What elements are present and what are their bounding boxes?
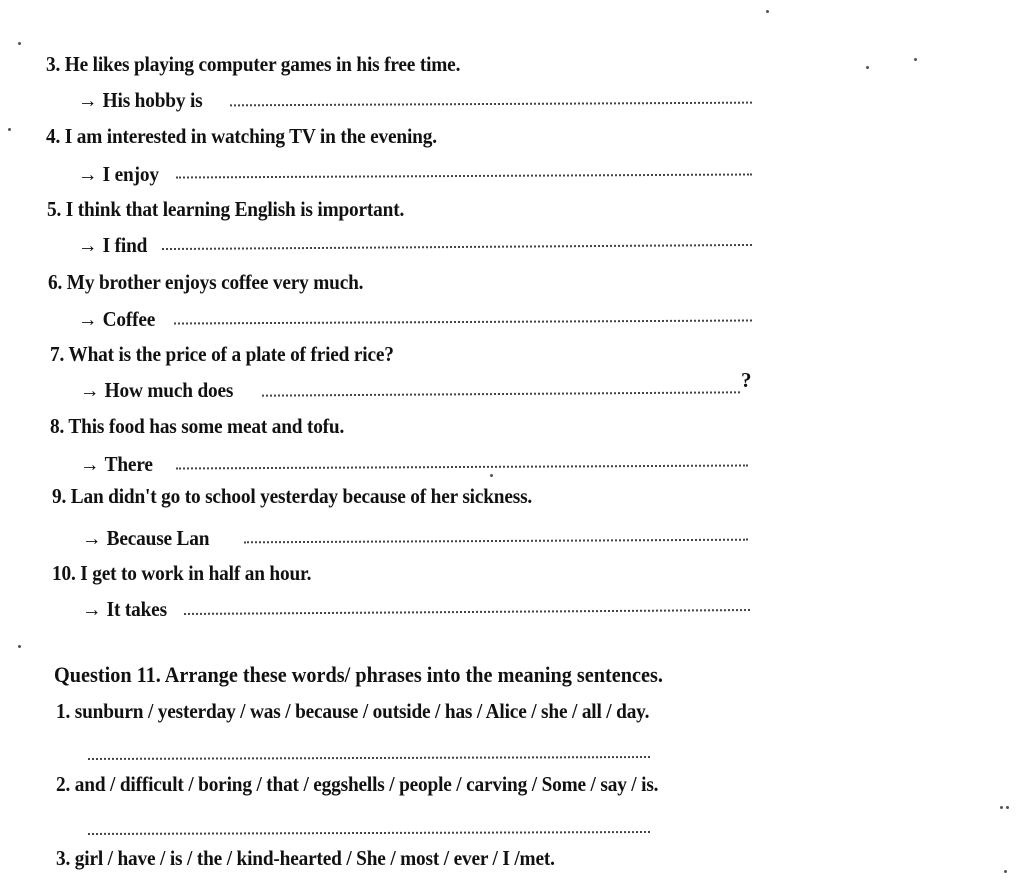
- arrow-icon: →: [78, 162, 98, 186]
- arrow-icon: →: [78, 233, 98, 257]
- word-list: and / difficult / boring / that / eggshells / people / carving / Some / say / is.: [74, 772, 659, 796]
- item-7-answer: [80, 378, 233, 403]
- item-9-answer: [82, 526, 209, 551]
- item-3-sentence: [46, 52, 460, 77]
- scan-speck: [766, 10, 769, 13]
- answer-blank[interactable]: [174, 319, 752, 324]
- item-10-sentence: [52, 561, 311, 586]
- item-4-sentence: [46, 124, 437, 149]
- item-number: 4.: [46, 124, 61, 148]
- answer-blank[interactable]: [230, 102, 752, 107]
- answer-blank[interactable]: [244, 539, 748, 544]
- item-sentence: He likes playing computer games in his free time.: [64, 52, 461, 76]
- answer-prompt: How much does: [104, 378, 234, 402]
- answer-blank[interactable]: [176, 465, 748, 470]
- scan-speck: [914, 58, 917, 61]
- answer-end-mark: ?: [741, 368, 752, 392]
- item-number: 7.: [50, 342, 65, 366]
- item-7-sentence: [50, 342, 394, 367]
- item-8-sentence: [50, 414, 344, 439]
- scan-speck: [1006, 806, 1009, 809]
- scan-speck: [1000, 806, 1003, 809]
- item-number: 8.: [50, 414, 65, 438]
- item-number: 3.: [56, 846, 71, 870]
- item-number: 10.: [52, 561, 76, 585]
- answer-blank[interactable]: [88, 756, 650, 760]
- item-6-answer: [78, 307, 155, 332]
- word-list: girl / have / is / the / kind-hearted / She / most / ever / I /met.: [74, 846, 555, 870]
- answer-prompt: I enjoy: [102, 162, 159, 186]
- q11-item-3: [56, 846, 555, 871]
- item-5-answer: [78, 233, 147, 258]
- arrow-icon: →: [80, 452, 100, 476]
- item-sentence: Lan didn't go to school yesterday because of her sickness.: [70, 484, 533, 508]
- item-8-answer: [80, 452, 153, 477]
- scan-speck: [490, 474, 493, 477]
- answer-blank[interactable]: [184, 609, 750, 615]
- item-5-sentence: [47, 197, 404, 222]
- item-sentence: I get to work in half an hour.: [80, 561, 312, 585]
- arrow-icon: →: [82, 526, 102, 550]
- scan-speck: [1004, 870, 1007, 873]
- answer-blank[interactable]: [262, 391, 740, 396]
- answer-prompt: His hobby is: [102, 88, 203, 112]
- arrow-icon: →: [78, 88, 98, 112]
- question-11-heading: Question 11. Arrange these words/ phrases into the meaning sentences.: [54, 662, 663, 687]
- answer-prompt: Coffee: [102, 307, 156, 331]
- answer-prompt: There: [104, 452, 153, 476]
- arrow-icon: →: [82, 597, 102, 621]
- answer-prompt: It takes: [106, 597, 167, 621]
- item-10-answer: [82, 597, 167, 622]
- word-list: sunburn / yesterday / was / because / outside / has / Alice / she / all / day.: [74, 699, 650, 723]
- answer-blank[interactable]: [88, 831, 650, 835]
- item-6-sentence: [48, 270, 363, 295]
- answer-prompt: I find: [102, 233, 148, 257]
- item-sentence: I am interested in watching TV in the evening.: [64, 124, 437, 148]
- item-9-sentence: [52, 484, 532, 509]
- item-4-answer: [78, 162, 159, 187]
- arrow-icon: →: [78, 307, 98, 331]
- item-3-answer: [78, 88, 202, 113]
- item-sentence: I think that learning English is important.: [65, 197, 405, 221]
- answer-prompt: Because Lan: [106, 526, 210, 550]
- arrow-icon: →: [80, 378, 100, 402]
- answer-blank[interactable]: [176, 173, 752, 178]
- scan-speck: [18, 645, 21, 648]
- scan-speck: [8, 128, 11, 131]
- item-number: 6.: [48, 270, 63, 294]
- scan-speck: [18, 42, 21, 45]
- q11-item-1: [56, 699, 649, 724]
- item-number: 3.: [46, 52, 61, 76]
- q11-item-2: [56, 772, 658, 797]
- item-sentence: My brother enjoys coffee very much.: [66, 270, 364, 294]
- item-number: 2.: [56, 772, 71, 796]
- answer-blank[interactable]: [162, 244, 752, 250]
- item-sentence: This food has some meat and tofu.: [68, 414, 345, 438]
- scan-speck: [866, 66, 869, 69]
- item-number: 5.: [47, 197, 62, 221]
- item-number: 9.: [52, 484, 67, 508]
- item-number: 1.: [56, 699, 71, 723]
- item-sentence: What is the price of a plate of fried rice?: [68, 342, 394, 366]
